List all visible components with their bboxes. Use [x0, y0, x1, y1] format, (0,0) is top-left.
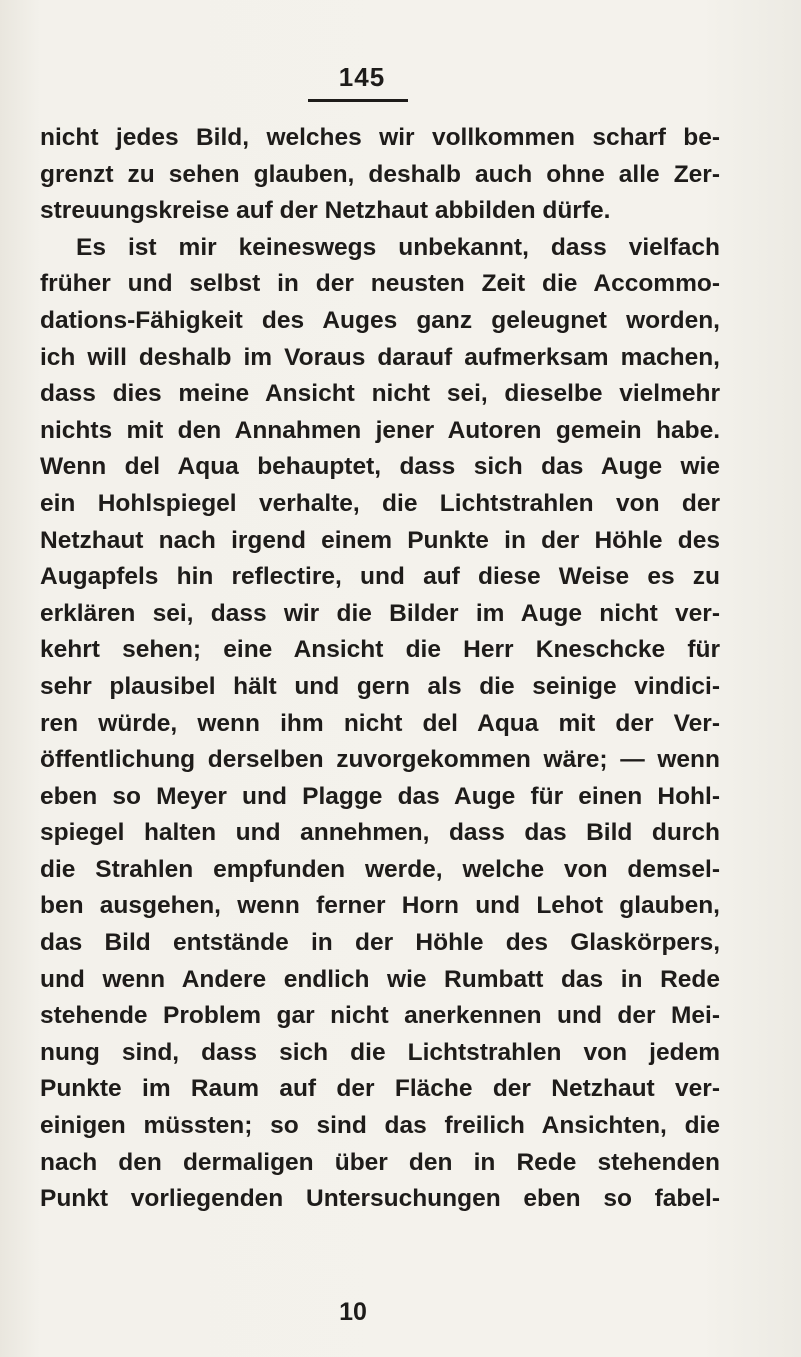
text-line: erklären sei, dass wir die Bilder im Auge nicht ver- — [40, 599, 720, 627]
page-number: 145 — [338, 62, 386, 92]
text-line: das Bild entstände in der Höhle des Glaskörpers, — [40, 929, 720, 957]
text-line: nach den dermaligen über den in Rede stehenden — [40, 1148, 720, 1176]
header-rule — [308, 99, 408, 102]
text-line: nung sind, dass sich die Lichtstrahlen von jedem — [40, 1038, 720, 1066]
text-line: die Strahlen empfunden werde, welche von demsel- — [40, 855, 720, 883]
text-line: früher und selbst in der neusten Zeit die Accommo- — [40, 270, 720, 298]
text-line: dass dies meine Ansicht nicht sei, dieselbe vielmehr — [40, 380, 720, 408]
text-line: ben ausgehen, wenn ferner Horn und Lehot glauben, — [40, 892, 720, 920]
text-line: streuungskreise auf der Netzhaut abbilden dürfe. — [40, 197, 611, 225]
text-line: öffentlichung derselben zuvorgekommen wäre; — wenn — [40, 746, 720, 774]
signature-mark: 10 — [339, 1298, 367, 1326]
text-line: Wenn del Aqua behauptet, dass sich das Auge wie — [40, 453, 720, 481]
text-line: ich will deshalb im Voraus darauf aufmerksam machen, — [40, 343, 720, 371]
text-line: einigen müssten; so sind das freilich Ansichten, die — [40, 1112, 720, 1140]
text-line: spiegel halten und annehmen, dass das Bild durch — [40, 819, 720, 847]
text-line: ein Hohlspiegel verhalte, die Lichtstrahlen von der — [40, 489, 720, 517]
text-line: Punkt vorliegenden Untersuchungen eben so fabel- — [40, 1185, 720, 1213]
text-line: Punkte im Raum auf der Fläche der Netzhaut ver- — [40, 1075, 720, 1103]
text-line: sehr plausibel hält und gern als die seinige vindici- — [40, 672, 720, 700]
text-line: nicht jedes Bild, welches wir vollkommen scharf be- — [40, 124, 720, 151]
body-text — [40, 120, 720, 1218]
text-line: und wenn Andere endlich wie Rumbatt das in Rede — [40, 965, 720, 993]
text-line: ren würde, wenn ihm nicht del Aqua mit der Ver- — [40, 709, 720, 737]
text-line: Netzhaut nach irgend einem Punkte in der Höhle des — [40, 526, 720, 554]
text-line: nichts mit den Annahmen jener Autoren gemein habe. — [40, 416, 720, 444]
text-line: Es ist mir keineswegs unbekannt, dass vielfach — [76, 233, 720, 261]
text-line: dations-Fähigkeit des Auges ganz geleugnet worden, — [40, 306, 720, 334]
text-line: eben so Meyer und Plagge das Auge für einen Hohl- — [40, 782, 720, 810]
text-line: kehrt sehen; eine Ansicht die Herr Kneschcke für — [40, 636, 720, 664]
text-line: stehende Problem gar nicht anerkennen und der Mei- — [40, 1002, 720, 1030]
text-line: grenzt zu sehen glauben, deshalb auch ohne alle Zer- — [40, 160, 720, 188]
text-line: Augapfels hin reflectire, und auf diese Weise es zu — [40, 563, 720, 591]
